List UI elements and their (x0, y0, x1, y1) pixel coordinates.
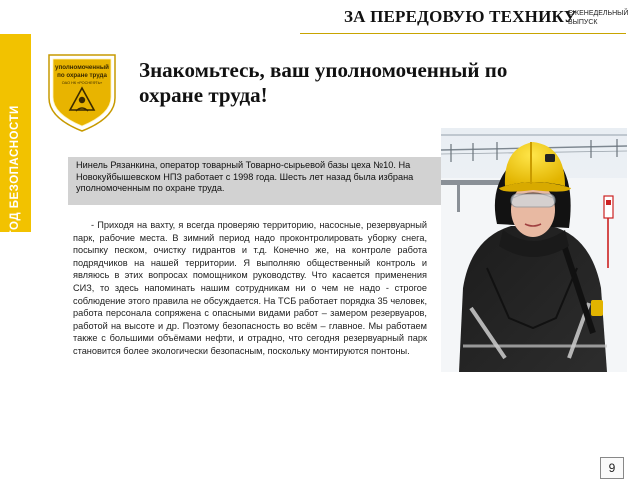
header-rule (300, 33, 626, 34)
intro-text: Нинель Рязанкина, оператор товарный Товарно-сырьевой базы цеха №10. На Новокуйбышевском НПЗ работает с 1998 года. Шесть лет назад была избрана уполномоченным по охране труда. (76, 160, 414, 194)
article-body (73, 219, 427, 358)
section-label: ГОД БЕЗОПАСНОСТИ (9, 105, 21, 237)
page-number: 9 (600, 457, 624, 479)
photo-helmet-logo (545, 154, 555, 162)
newspaper-title: ЗА ПЕРЕДОВУЮ ТЕХНИКУ (344, 7, 577, 26)
body-paragraph: - Приходя на вахту, я всегда проверяю территорию, насосные, резервуарный парк, рабочие места. В зимний период надо проконтролировать уборку снега, посыпку песком, очистку гидрантов и т.д. Конечно же, на контроле работа подрядчиков на нашей территории. Я выполняю общественный контроль и являюсь в этих вопросах помощником руководству. Что касается применения СИЗ, то здесь напоминать нашим сотрудникам ни о чем не надо - строгое соблюдение этого правила не обсуждается. На ТСБ работает порядка 35 человек, работа персонала сопряжена с опасными видами работ – замером резервуаров, работой на высоте и др. Поэтому безопасность во всём – главное. Мы работаем также с большими объёмами нефти, и отрадно, что сегодня резервуарный парк становится более экологически безопасным, поскольку монтируются понтоны. (73, 220, 427, 356)
page-header (0, 0, 640, 34)
safety-officer-badge (46, 52, 118, 134)
photo-jacket-patch (591, 300, 603, 316)
worker-photo (441, 128, 627, 372)
edition-line-1: ЕЖЕНЕДЕЛЬНЫЙ (568, 10, 629, 17)
badge-text-line-3: ОАО НК «РОСНЕФТЬ» (61, 81, 103, 85)
edition-label (568, 9, 628, 27)
badge-text-line-2: по охране труда (57, 72, 107, 79)
section-sidebar (0, 34, 31, 237)
article-title: Знакомьтесь, ваш уполномоченный по охране труда! (139, 58, 508, 107)
photo-red-sign (604, 196, 613, 218)
badge-text-line-1: уполномоченный (55, 64, 109, 71)
intro-box (68, 157, 441, 205)
edition-line-2: ВЫПУСК (568, 19, 598, 26)
photo-goggles (511, 194, 555, 207)
